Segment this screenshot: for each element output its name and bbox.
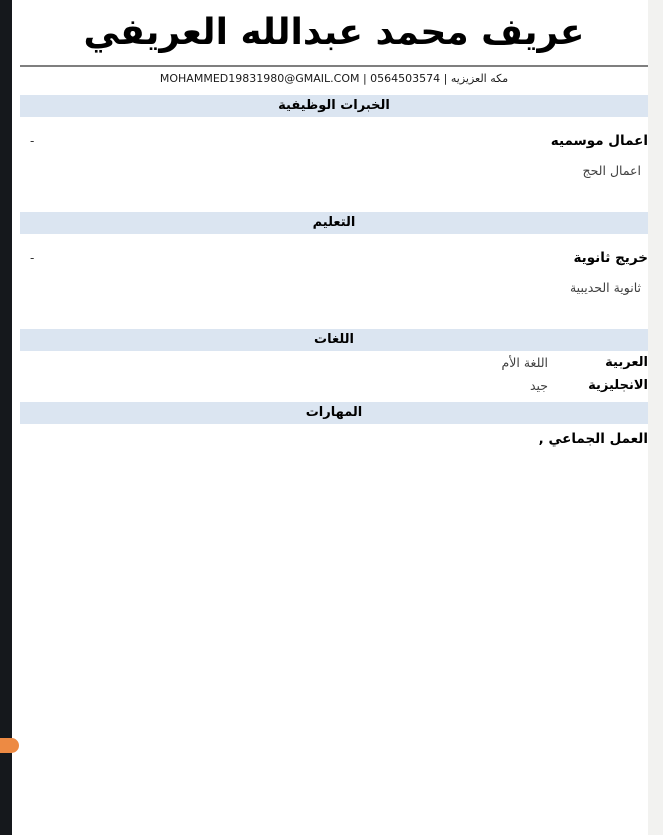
language-name: العربية xyxy=(605,355,648,370)
page-left-edge-strip xyxy=(0,0,12,835)
language-level: جيد xyxy=(529,378,548,393)
contact-info: مكه العزيزيه | MOHAMMED19831980@GMAIL.COM | 0564503574 xyxy=(159,72,509,85)
education-school: ثانوية الحديبية xyxy=(569,280,641,295)
experience-entry xyxy=(20,133,648,149)
section-header-education: التعليم xyxy=(20,212,648,234)
language-row-arabic xyxy=(20,351,648,374)
language-level: اللغة الأم xyxy=(501,355,548,370)
cv-content xyxy=(20,0,648,447)
page-right-margin xyxy=(648,0,663,835)
skills-text: العمل الجماعي , xyxy=(538,431,648,447)
orange-accent-tab xyxy=(0,738,19,753)
experience-job-title: اعمال موسميه xyxy=(550,133,648,149)
candidate-name: عريف محمد عبدالله العريفي xyxy=(83,12,585,53)
education-date: - xyxy=(30,251,35,265)
section-header-experience: الخبرات الوظيفية xyxy=(20,95,648,117)
language-row-english xyxy=(20,374,648,397)
header-divider xyxy=(20,65,648,67)
experience-date: - xyxy=(30,134,35,148)
language-name: الانجليزية xyxy=(588,378,648,393)
education-degree: خريج ثانوية xyxy=(573,250,648,266)
section-header-skills: المهارات xyxy=(20,402,648,424)
education-entry xyxy=(20,250,648,266)
section-header-languages: اللغات xyxy=(20,329,648,351)
experience-description: اعمال الحج xyxy=(582,163,641,178)
